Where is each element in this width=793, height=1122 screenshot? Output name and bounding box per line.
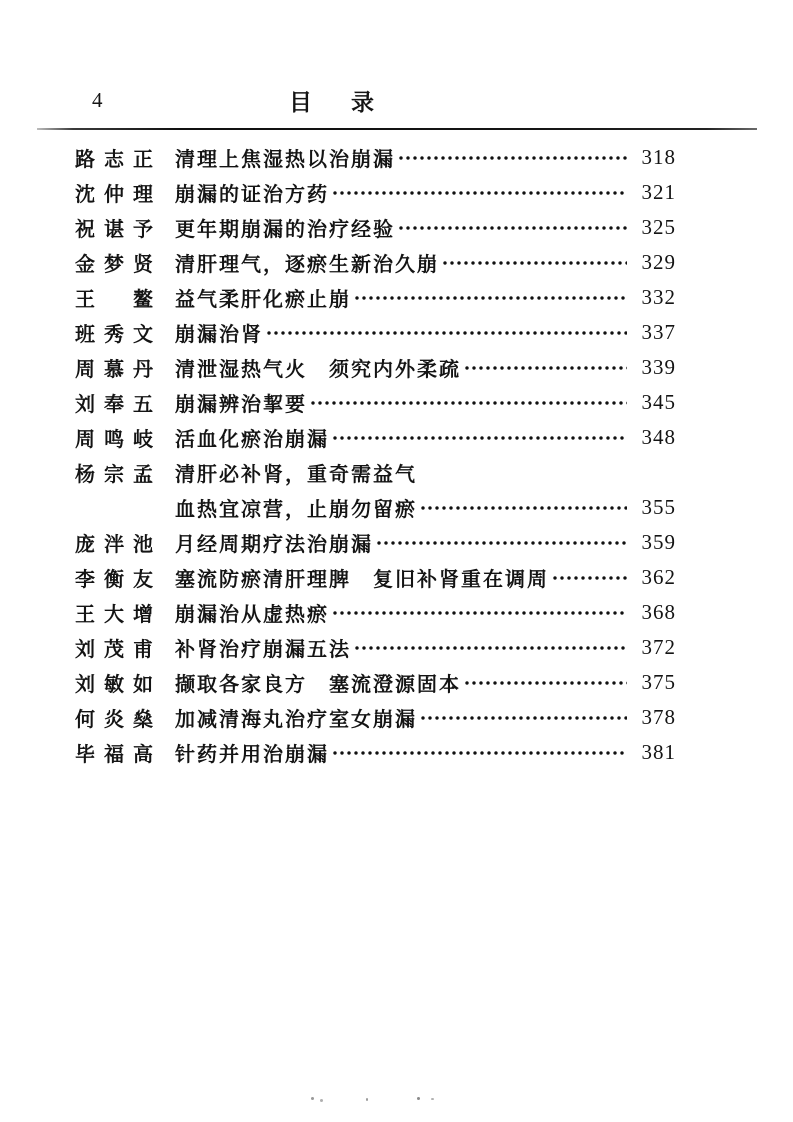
- toc-page-number: 362: [641, 565, 676, 589]
- header-divider-rule: [37, 128, 757, 130]
- toc-author: 王大增: [75, 604, 153, 626]
- toc-page-number: 381: [641, 740, 676, 764]
- dotted-leader: [398, 154, 627, 162]
- toc-entry-title: 清肝理气，逐瘀生新治久崩: [175, 254, 439, 276]
- toc-author: 周慕丹: [75, 359, 153, 381]
- dotted-leader: [420, 504, 627, 512]
- toc-entry-title: 更年期崩漏的治疗经验: [175, 219, 395, 241]
- toc-entry-title: 补肾治疗崩漏五法: [175, 639, 351, 661]
- toc-entry-title: 清理上焦湿热以治崩漏: [175, 149, 395, 171]
- toc-entry-title: 针药并用治崩漏: [175, 744, 329, 766]
- toc-author: 刘茂甫: [75, 639, 153, 661]
- toc-author: 庞泮池: [75, 534, 153, 556]
- dotted-leader: [354, 644, 627, 652]
- dotted-leader: [442, 259, 627, 267]
- toc-page-number: 329: [641, 250, 676, 274]
- toc-page-number: 339: [641, 355, 676, 379]
- toc-row: [75, 700, 676, 735]
- toc-row: [75, 560, 676, 595]
- toc-entry-title: 崩漏治从虚热瘀: [175, 604, 329, 626]
- dotted-leader: [464, 364, 627, 372]
- toc-row: [75, 630, 676, 665]
- dotted-leader: [332, 609, 627, 617]
- toc-author: 班秀文: [75, 324, 153, 346]
- dotted-leader: [266, 329, 627, 337]
- scan-speck: [366, 1098, 368, 1101]
- toc-page-number: 337: [641, 320, 676, 344]
- toc-entry-title: 益气柔肝化瘀止崩: [175, 289, 351, 311]
- dotted-leader: [552, 574, 627, 582]
- toc-row: [75, 525, 676, 560]
- scan-speck: [417, 1097, 420, 1100]
- toc-author: 沈仲理: [75, 184, 153, 206]
- toc-row: [75, 280, 676, 315]
- toc-page-number: 345: [641, 390, 676, 414]
- toc-page-number: 325: [641, 215, 676, 239]
- toc-entry-title: 清肝必补肾，重奇需益气: [175, 464, 417, 486]
- page-number: 4: [92, 88, 104, 112]
- dotted-leader: [464, 679, 627, 687]
- dotted-leader: [376, 539, 627, 547]
- toc-row: [75, 350, 676, 385]
- toc-entry-title: 撷取各家良方 塞流澄源固本: [175, 674, 461, 696]
- toc-page-number: 332: [641, 285, 676, 309]
- toc-row: [75, 490, 676, 525]
- dotted-leader: [310, 399, 627, 407]
- toc-author: 路志正: [75, 149, 153, 171]
- dotted-leader: [332, 189, 627, 197]
- toc-row: [75, 385, 676, 420]
- toc-entry-title: 崩漏治肾: [175, 324, 263, 346]
- scan-speck: [431, 1098, 434, 1100]
- toc-author: 王鳌: [75, 289, 153, 311]
- toc-author: 刘奉五: [75, 394, 153, 416]
- toc-row: [75, 140, 676, 175]
- toc-entry-title: 加减清海丸治疗室女崩漏: [175, 709, 417, 731]
- toc-page-number: 348: [641, 425, 676, 449]
- toc-page-number: 378: [641, 705, 676, 729]
- toc-page-number: 355: [641, 495, 676, 519]
- scan-speck: [320, 1099, 323, 1102]
- toc-row: [75, 175, 676, 210]
- toc-page-number: 359: [641, 530, 676, 554]
- scan-speck: [311, 1097, 314, 1100]
- toc-row: [75, 455, 676, 490]
- toc-page-number: 318: [641, 145, 676, 169]
- toc-entry-title: 血热宜凉营，止崩勿留瘀: [175, 499, 417, 521]
- dotted-leader: [420, 714, 627, 722]
- toc-author: 金梦贤: [75, 254, 153, 276]
- toc-entry-title: 塞流防瘀清肝理脾 复旧补肾重在调周: [175, 569, 549, 591]
- toc-page-number: 372: [641, 635, 676, 659]
- toc-row: [75, 315, 676, 350]
- toc-entry-title: 崩漏的证治方药: [175, 184, 329, 206]
- toc-entry-title: 活血化瘀治崩漏: [175, 429, 329, 451]
- toc-row: [75, 595, 676, 630]
- toc-author: 周鸣岐: [75, 429, 153, 451]
- toc-author: 何炎燊: [75, 709, 153, 731]
- dotted-leader: [332, 434, 627, 442]
- toc-page-number: 321: [641, 180, 676, 204]
- toc-author: 毕福高: [75, 744, 153, 766]
- toc-row: [75, 665, 676, 700]
- toc-row: [75, 245, 676, 280]
- toc-entry-title: 清泄湿热气火 须究内外柔疏: [175, 359, 461, 381]
- toc-entry-title: 崩漏辨治挈要: [175, 394, 307, 416]
- dotted-leader: [398, 224, 627, 232]
- toc-heading: 目 录: [289, 90, 382, 115]
- toc-row: [75, 420, 676, 455]
- toc-row: [75, 210, 676, 245]
- toc-row: [75, 735, 676, 770]
- toc-page-number: 368: [641, 600, 676, 624]
- toc-author: 李衡友: [75, 569, 153, 591]
- toc-page-number: 375: [641, 670, 676, 694]
- toc-author: 祝谌予: [75, 219, 153, 241]
- toc-entry-title: 月经周期疗法治崩漏: [175, 534, 373, 556]
- toc-author: 杨宗孟: [75, 464, 153, 486]
- toc-author: 刘敏如: [75, 674, 153, 696]
- dotted-leader: [354, 294, 627, 302]
- dotted-leader: [332, 749, 627, 757]
- toc-list: [75, 140, 676, 770]
